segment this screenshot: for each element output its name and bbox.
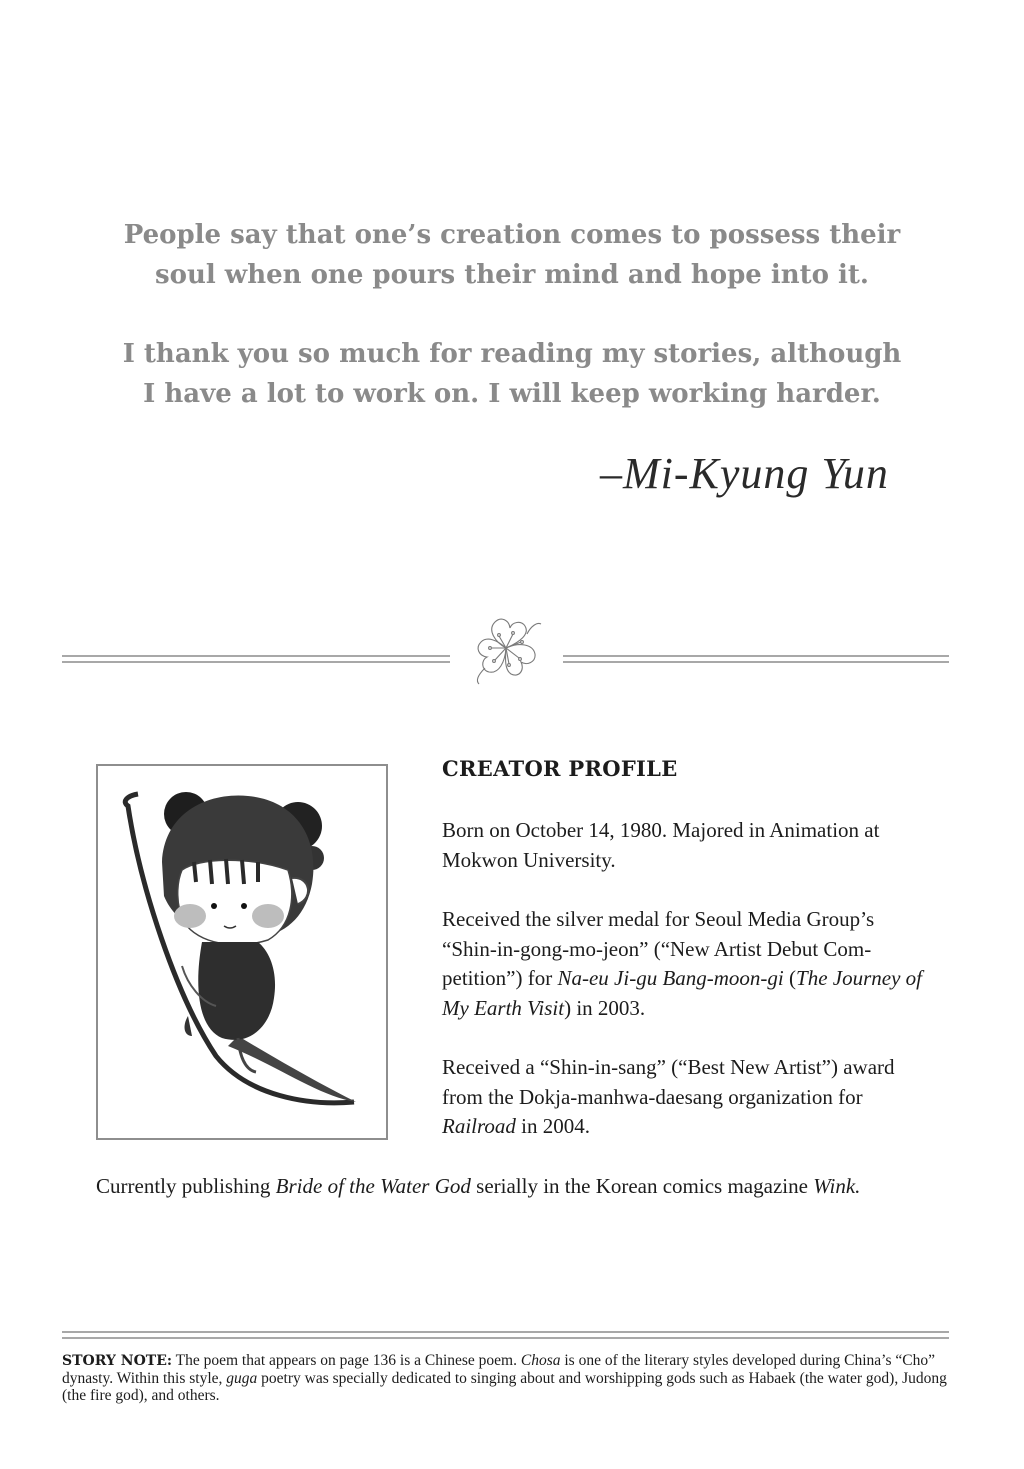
author-portrait: [96, 764, 388, 1140]
profile-line: Received a “Shin-in-sang” (“Best New Artist”) award: [442, 1055, 895, 1079]
story-note-term: guga: [226, 1370, 258, 1387]
story-note-term: Chosa: [520, 1352, 561, 1369]
story-note-text: The poem that appears on page 136 is a Chinese poem.: [172, 1352, 521, 1369]
magazine-title: Wink.: [813, 1174, 861, 1198]
profile-line: Mokwon University.: [442, 847, 616, 872]
work-title-bride: Bride of the Water God: [275, 1174, 471, 1198]
author-signature: –Mi-Kyung Yun: [600, 449, 889, 498]
profile-text: petition”) for: [442, 966, 558, 990]
profile-award-2003-paragraph: [442, 905, 932, 1023]
currently-text: Currently publishing: [96, 1174, 276, 1198]
profile-text: in 2004.: [515, 1114, 590, 1138]
profile-award-2004-paragraph: [442, 1053, 932, 1142]
work-title-english: My Earth Visit: [442, 995, 565, 1020]
story-note-divider: [62, 1331, 949, 1339]
author-illustration: [98, 766, 386, 1138]
quote-line: soul when one pours their mind and hope into it.: [155, 260, 869, 290]
profile-line: “Shin-in-gong-mo-jeon” (“New Artist Debut Com-: [442, 936, 872, 961]
flower-icon: [465, 612, 547, 690]
profile-line: Born on October 14, 1980. Majored in Animation at: [442, 818, 880, 842]
story-note: [62, 1352, 952, 1404]
currently-publishing: [96, 1172, 956, 1201]
profile-line: Received the silver medal for Seoul Media Group’s: [442, 907, 875, 931]
divider-right: [563, 655, 949, 663]
profile-text: ) in 2003.: [564, 995, 646, 1020]
work-title-railroad: Railroad: [442, 1114, 516, 1138]
profile-birth-paragraph: [442, 816, 932, 875]
quote-paragraph-1: [60, 215, 964, 295]
creator-profile-heading: CREATOR PROFILE: [442, 756, 678, 781]
profile-text: (: [783, 966, 797, 990]
work-title-english: The Journey of: [796, 966, 922, 990]
quote-line: I thank you so much for reading my stories, although: [122, 339, 902, 369]
currently-text: serially in the Korean comics magazine: [470, 1174, 814, 1198]
story-note-text: poetry was specially dedicated to singing about and worshipping gods such as Habaek (the water god), Judong (the fire god), and others.: [62, 1370, 947, 1404]
divider-left: [62, 655, 450, 663]
story-note-label: STORY NOTE:: [62, 1353, 173, 1369]
story-note-text: is one of the literary styles developed during China’s “Cho” dynasty. Within this style,: [62, 1352, 935, 1387]
quote-paragraph-2: [60, 334, 964, 414]
profile-line: from the Dokja-manhwa-daesang organization for: [442, 1084, 863, 1109]
quote-line: I have a lot to work on. I will keep working harder.: [143, 379, 881, 409]
work-title-korean: Na-eu Ji-gu Bang-moon-gi: [557, 966, 784, 990]
quote-line: People say that one’s creation comes to possess their: [123, 220, 901, 250]
